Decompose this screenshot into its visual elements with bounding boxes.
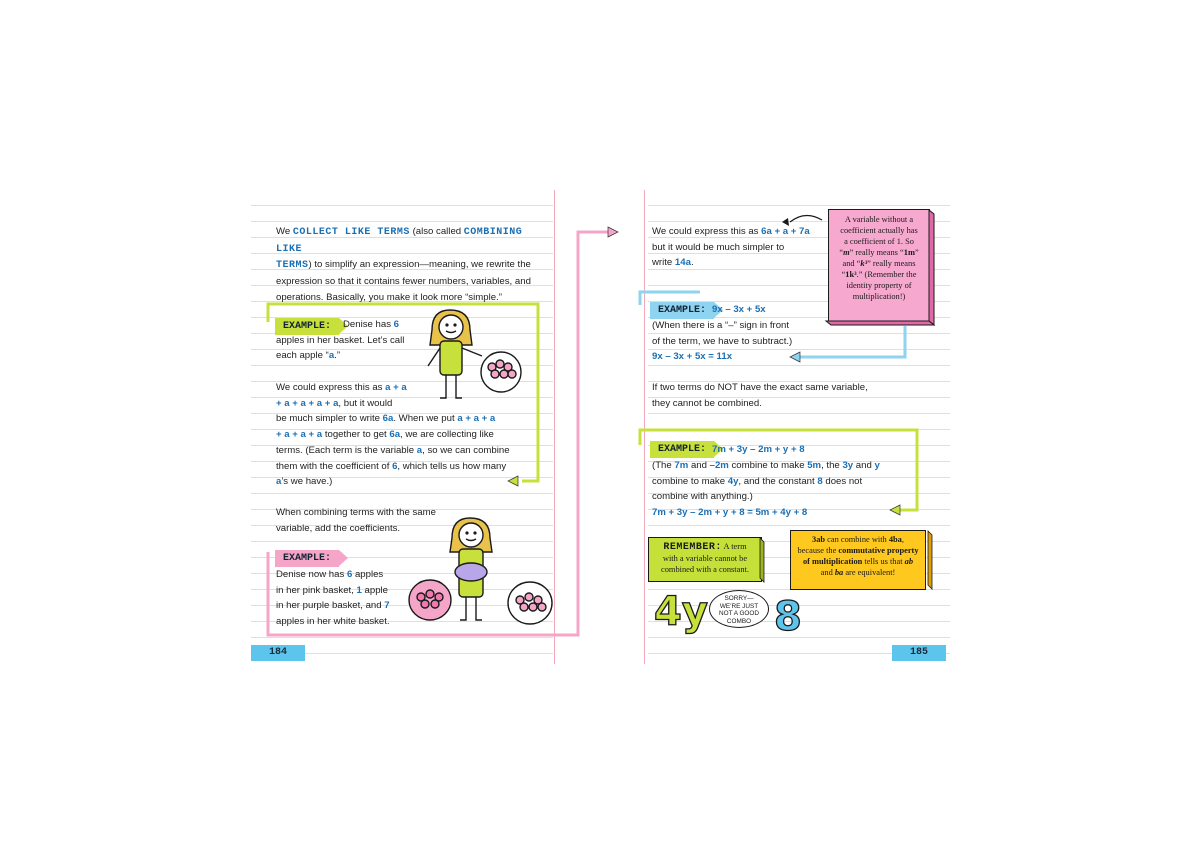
remember-note: REMEMBER: A term with a variable cannot be combined with a constant. <box>648 537 762 582</box>
example-label: EXAMPLE: <box>275 318 339 335</box>
speech-bubble: SORRY— WE’RE JUST NOT A GOOD COMBO <box>709 590 769 628</box>
gutter <box>553 190 648 664</box>
example4-text: (The 7m and –2m combine to make 5m, the 3y and y combine to make 4y, and the constant 8 does not combine with anything.) 7m + 3y – 2m + y + 8 = 5m + 4y + 8 <box>652 460 880 519</box>
example1-explanation: We could express this as a + a + a + a + a + a, but it would be much simpler to write 6a. When we put a + a + a + a + a + a together to get 6a, we are collecting like terms. (Each term is the variable a, so we can combine them with the coefficient of 6, which tells us how many a’s we have.) <box>276 382 510 488</box>
example3-expression: 9x – 3x + 5x <box>712 304 766 315</box>
margin-line-left <box>554 190 555 664</box>
example-label: EXAMPLE: <box>650 441 714 458</box>
example2-text: Denise now has 6 apples in her pink basket, 1 apple in her purple basket, and 7 apples in her white basket. <box>276 569 390 628</box>
combine-rule: When combining terms with the same variable, add the coefficients. <box>276 507 436 534</box>
page-number-right: 185 <box>892 645 946 661</box>
different-variable-rule: If two terms do NOT have the exact same variable, they cannot be combined. <box>652 382 868 409</box>
example3-text: (When there is a “–” sign in front of the term, we have to subtract.) 9x – 3x + 5x = 11x <box>652 320 793 363</box>
big-4y-character: 4y <box>654 589 708 635</box>
identity-note: A variable without a coefficient actually has a coefficient of 1. So “m” really means “1m” and “k³” really means “1k³.” (Remember the identity property of multiplication!) <box>828 209 930 323</box>
big-8-character: 8 <box>774 594 802 640</box>
page-184 <box>251 190 553 664</box>
commutative-note: 3ab can combine with 4ba, because the commutative property of multiplication tells us that ab and ba are equivalent! <box>790 530 926 590</box>
page-number-left: 184 <box>251 645 305 661</box>
example-label: EXAMPLE: <box>275 550 339 567</box>
book-spread <box>251 190 950 664</box>
right-top-text: We could express this as 6a + a + 7a but it would be much simpler to write 14a. <box>652 226 810 269</box>
example1-text: Denise has 6 apples in her basket. Let’s call each apple “a.” <box>276 319 405 362</box>
intro-paragraph: We COLLECT LIKE TERMS (also called COMBINING LIKE TERMS) to simplify an expression—meaning, we rewrite the expression so that it contains fewer numbers, variables, and operations. Basically, you make it look more “simple.” <box>276 226 531 303</box>
example-label: EXAMPLE: <box>650 302 714 319</box>
example4-expression: 7m + 3y – 2m + y + 8 <box>712 444 805 455</box>
margin-line-right <box>644 190 645 664</box>
